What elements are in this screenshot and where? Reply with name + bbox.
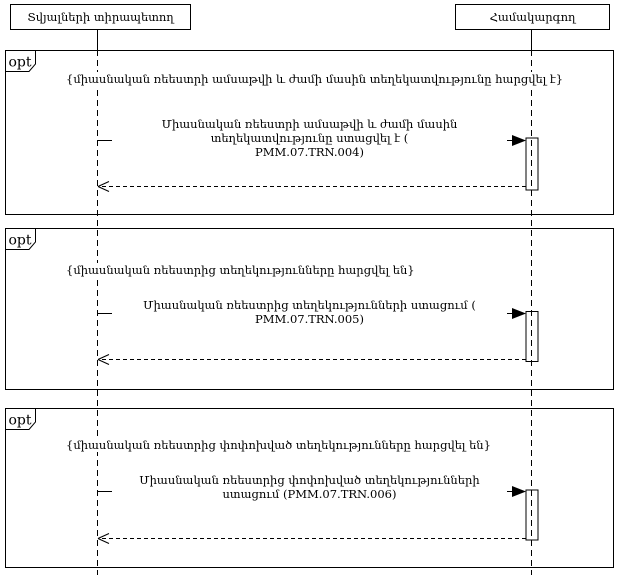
message-arrowhead-2	[512, 308, 526, 319]
fragment-operator-badge-2	[5, 228, 41, 252]
message-label-1-line2: PMM.07.TRN.004)	[255, 145, 364, 159]
message-label-1-line1: Միասնական ռեեստրի ամսաթվի և ժամի մասին տեղեկատվությունը ստացվել է (	[161, 117, 458, 145]
guard-condition-2: {միասնական ռեեստրից տեղեկությունները հարցվել են}	[66, 263, 415, 277]
message-arrowhead-3	[512, 486, 526, 497]
operator-text-1: opt	[8, 54, 32, 71]
message-arrowhead-1	[512, 135, 526, 146]
guard-condition-3: {միասնական ռեեստրից փոփոխված տեղեկությունները հարցվել են}	[66, 438, 491, 452]
operator-text-2: opt	[8, 232, 32, 249]
actor-box-data-owner	[10, 4, 191, 30]
actor-box-coordinator	[455, 4, 610, 30]
guard-condition-1: {միասնական ռեեստրի ամսաթվի և ժամի մասին տեղեկատվությունը հարցվել է}	[66, 72, 564, 86]
fragment-operator-badge-3	[5, 408, 41, 432]
message-label-2: Միասնական ռեեստրից տեղեկությունների ստացում ( PMM.07.TRN.005)	[112, 298, 507, 317]
actor-label-data-owner: Տվյալների տիրապետող	[27, 10, 174, 24]
actor-label-coordinator: Համակարգող	[489, 10, 576, 24]
fragment-operator-badge-1	[5, 50, 41, 74]
operator-text-3: opt	[8, 412, 32, 429]
message-label-1	[112, 117, 507, 159]
message-label-3: Միասնական ռեեստրից փոփոխված տեղեկությունների ստացում (PMM.07.TRN.006)	[112, 473, 507, 495]
